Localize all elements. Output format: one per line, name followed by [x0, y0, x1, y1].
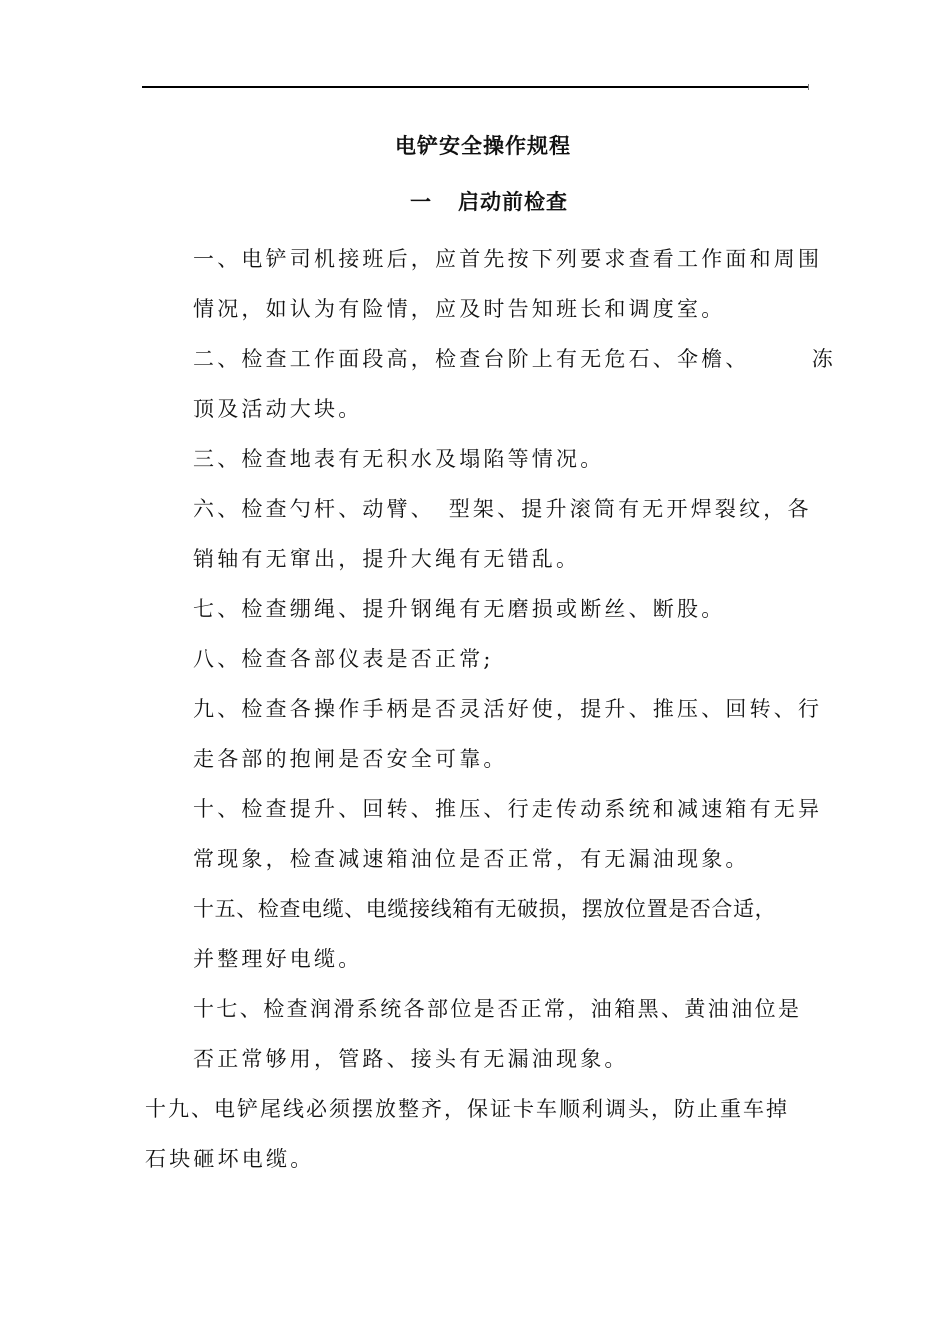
body-line: 九、检查各操作手柄是否灵活好使，提升、推压、回转、行 — [193, 697, 823, 721]
header-rule-tick — [808, 84, 809, 90]
body-line: 一、电铲司机接班后，应首先按下列要求查看工作面和周围 — [193, 247, 823, 271]
body-line: 情况，如认为有险情，应及时告知班长和调度室。 — [193, 297, 726, 321]
body-line: 八、检查各部仪表是否正常; — [193, 647, 494, 671]
body-line: 十九、电铲尾线必须摆放整齐，保证卡车顺利调头，防止重车掉 — [145, 1097, 789, 1121]
body-line: 七、检查绷绳、提升钢绳有无磨损或断丝、断股。 — [193, 597, 726, 621]
document-title: 电铲安全操作规程 — [395, 134, 571, 158]
section-label: 启动前检查 — [458, 190, 568, 214]
body-line: 否正常够用，管路、接头有无漏油现象。 — [193, 1047, 629, 1071]
body-line: 并整理好电缆。 — [193, 947, 363, 971]
body-line: 三、检查地表有无积水及塌陷等情况。 — [193, 447, 605, 471]
body-line: 十七、检查润滑系统各部位是否正常，油箱黑、黄油油位是 — [193, 997, 802, 1021]
body-line: 常现象，检查减速箱油位是否正常，有无漏油现象。 — [193, 847, 750, 871]
body-line: 销轴有无窜出，提升大绳有无错乱。 — [193, 547, 581, 571]
body-line: 六、检查勺杆、动臂、 型架、提升滚筒有无开焊裂纹，各 — [193, 497, 812, 521]
body-line: 十、检查提升、回转、推压、行走传动系统和减速箱有无异 — [193, 797, 823, 821]
body-line: 石块砸坏电缆。 — [145, 1147, 315, 1171]
body-line: 二、检查工作面段高，检查台阶上有无危石、伞檐、 冻 — [193, 347, 836, 371]
body-line: 走各部的抱闸是否安全可靠。 — [193, 747, 508, 771]
section-number: 一 — [410, 190, 432, 214]
header-rule — [142, 86, 808, 88]
section-heading — [156, 186, 822, 216]
body-line: 十五、检查电缆、电缆接线箱有无破损，摆放位置是否合适， — [193, 897, 777, 921]
body-line: 顶及活动大块。 — [193, 397, 363, 421]
